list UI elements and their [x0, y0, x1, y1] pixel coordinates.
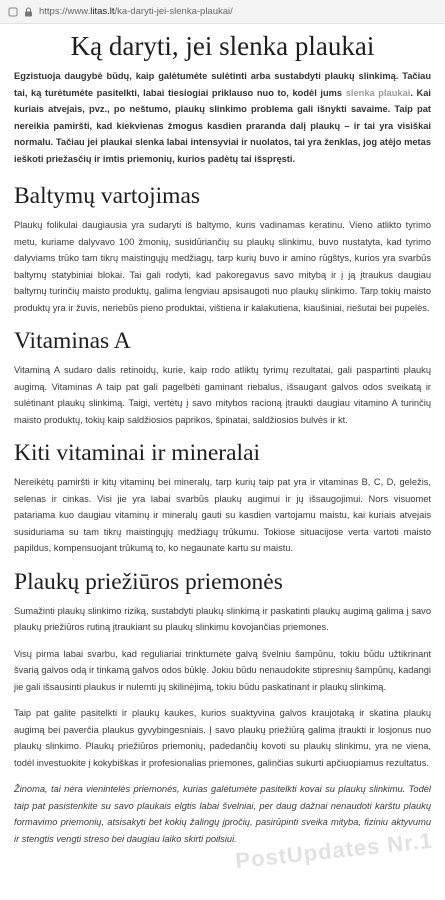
url-host: litas.lt: [90, 6, 115, 17]
url-path: /ka-daryti-jei-slenka-plaukai/: [114, 6, 233, 17]
section-paragraph: Vitaminą A sudaro dalis retinoidų, kurie, kaip rodo atliktų tyrimų rezultatai, gali paspartinti plaukų augimą. Vitaminas A taip pat gali pagelbėti gaminant riebalus, išsaugant galvos odos sveikatą ir sulėtinant plaukų slinkimą. Taigi, vertėtų į savo mitybos racioną įtraukti daugiau vitamino A turinčių maisto produktų, tokių kaip saldžiosios paprikos, špinatai, saldžiosios bulvės ir kt.: [14, 365, 431, 425]
section-heading-vitamins-minerals: Kiti vitaminai ir mineralai: [14, 440, 261, 466]
intro-link[interactable]: slenka plaukai: [345, 87, 411, 98]
article: [0, 30, 445, 847]
section-paragraph: Nereikėtų pamiršti ir kitų vitaminų bei mineralų, tarp kurių taip pat yra ir vitaminas B, C, D, geležis, selenas ir cinkas. Visi jie yra labai svarbūs plaukų augimui ir jų išsaugojimui. Nors visuomet patariama kuo daugiau vitaminų ir mineralų gauti su kasdien vartojamu maistu, kai kuriais atvejais susiduriama su tam tikrų maistingųjų medžiagų trūkumu. Tokiose situacijose verta vartoti maisto papildus, kompensuojant trūkumą to, ko negaunate kartu su maistu.: [14, 477, 431, 553]
section-heading-hair-care: Plaukų priežiūros priemonės: [14, 568, 283, 595]
url-text[interactable]: https://www.litas.lt/ka-daryti-jei-slenka-plaukai/: [39, 6, 233, 17]
lock-icon: [24, 7, 33, 17]
section-heading-protein: Baltymų vartojimas: [14, 183, 201, 209]
tabs-icon: [8, 7, 18, 17]
section-paragraph: Plaukų folikulai daugiausia yra sudaryti iš baltymo, kuris vadinamas keratinu. Vieno atlikto tyrimo metu, kuriame dalyvavo 100 žmonių, susidūriančių su plaukų slinkimu, buvo nustatyta, kad tyrimo dalyviams trūko tam tikrų maistingųjų medžiagų, tarp kurių buvo ir amino rūgštys, kurios yra svarbūs baltymų statybiniai blokai. Tai gali rodyti, kad pakoregavus savo mitybą ir į ją įtraukus daugiau baltymų turinčių maisto produktų, galima lengviau apsisaugoti nuo plaukų slinkimo. Tarp tokių maisto produktų yra ir žuvis, neriebūs pieno produktai, vištiena ir kalakutiena, kiaušiniai, riešutai bei pupelės.: [14, 220, 431, 313]
address-bar[interactable]: [0, 0, 445, 24]
section-paragraph: Visų pirma labai svarbu, kad reguliariai trinktumėte galvą švelniu šampūnu, tokiu būdu užtikrinant švarią galvos odą ir tinkamą galvos odos būklę. Jokiu būdu nenaudokite stipresnių šampūnų, kadangi jie gali išsausinti plaukus ir nulemti jų skilinėjimą, tokiu būdu paskatinant ir plaukų slinkimą.: [14, 648, 431, 692]
intro-paragraph: Egzistuoja daugybė būdų, kaip galėtumėte sulėtinti arba sustabdyti plaukų slinkimą. Tačiau tai, ką turėtumėte pasitelkti, labai tiesiogiai priklauso nuo to, kodėl jums slenka plaukai. Kai kuriais atvejais, pvz., po neštumo, plaukų slinkimo problema gali išnykti savaime. Taip pat nereikia pamiršti, kad kiekvienas žmogus kasdien praranda dalį plaukų – ir tai yra visiškai normalu. Tačiau jei plaukai slenka labai intensyviai ir nuolatos, tai yra ženklas, jog atėjo metas ieškoti priežasčių ir imtis priemonių, kurios padėtų tai išspręsti.: [14, 71, 431, 164]
section-heading-vitamin-a: Vitaminas A: [14, 328, 131, 354]
italic-paragraph: Žinoma, tai nėra vienintelės priemonės, kurias galėtumėte pasitelkti kovai su plaukų slinkimu. Todėl taip pat pasistenkite su savo plaukais elgtis labai švelniai, per daug dažnai nenaudoti karštu plaukų formavimo priemonių, atsisakyti bet kokių žalingų įpročių, pasirūpinti sveika mityba, fiziniu aktyvumu ir stengtis vengti streso bei daugiau laiko skirti poilsiui.: [14, 784, 431, 844]
section-paragraph: Taip pat galite pasitelkti ir plaukų kaukes, kurios suaktyvina galvos kraujotaką ir skatina plaukų augimą bei paverčia plaukus gyvybingesniais. Į savo plaukų priežiūrą galima įtraukti ir losjonus nuo plaukų slinkimo. Plaukų priežiūros priemonių, padedančių kovoti su plaukų slinkimu, yra ne viena, todėl investuokite į kokybiškas ir profesionalias priemones, galinčias sukurti apčiuopiamus rezultatus.: [14, 708, 431, 768]
section-paragraph: Sumažinti plaukų slinkimo riziką, sustabdyti plaukų slinkimą ir paskatinti plaukų augimą galima į savo plaukų priežiūros rutiną įtraukiant su plaukų slinkimu kovojančias priemones.: [14, 605, 431, 632]
watermark: PostUpdates Nr.1: [234, 827, 434, 874]
article-title: Ką daryti, jei slenka plaukai: [70, 31, 375, 61]
